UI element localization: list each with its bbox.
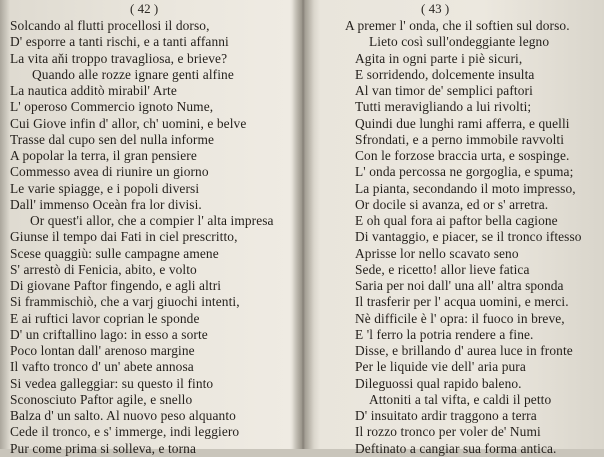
text-line: Saria per noi dall' una all' altra sponda <box>355 278 564 293</box>
text-line: Poco lontan dall' arenoso margine <box>10 343 195 358</box>
text-line: A popolar la terra, il gran pensiere <box>10 148 197 163</box>
text-line: Disse, e brillando d' aurea luce in fronte <box>355 343 573 358</box>
text-line: La nautica additò mirabil' Arte <box>10 83 177 98</box>
text-line: Di giovane Paftor fingendo, e agli altri <box>10 278 222 293</box>
text-line: Di vantaggio, e piacer, se il tronco iftesso <box>355 229 582 245</box>
text-line: La vita aňi troppo travagliosa, e brieve? <box>10 50 228 66</box>
right-page <box>303 0 604 456</box>
text-line: Lieto così sull'ondeggiante legno <box>369 34 550 50</box>
text-line: L' onda percossa ne gorgoglia, e spuma; <box>355 164 574 180</box>
text-line: Sfrondati, e a perno immobile ravvolti <box>355 131 565 147</box>
text-line: Si frammischiò, che a varj giuochi intenti, <box>10 294 240 310</box>
text-line: D' un criftallino lago: in esso a sorte <box>10 326 208 342</box>
text-line: Or quest'i allor, che a compier l' alta impresa <box>30 213 274 228</box>
text-line: Scese quaggiù: sulle campagne amene <box>10 245 219 261</box>
text-line: Per le liquide vie dell' aria pura <box>355 359 526 375</box>
text-line: Pur come prima si solleva, e torna <box>10 440 196 456</box>
text-line: Or docile si avanza, ed or s' arretra. <box>355 196 549 212</box>
text-line: Deftinato a cangiar sua forma antica. <box>355 440 557 456</box>
text-line: Commesso avea di riunire un giorno <box>10 164 209 180</box>
text-line: La pianta, secondando il moto impresso, <box>355 180 576 196</box>
text-line: D' esporre a tanti rischi, e a tanti affanni <box>10 34 229 50</box>
text-line: Agita in ogni parte i piè sicuri, <box>355 50 523 66</box>
text-line: Aprisse lor nello scavato seno <box>355 245 519 261</box>
text-line: Nè difficile è l' opra: il fuoco in breve, <box>355 310 565 326</box>
text-line: Quindi due lunghi rami afferra, e quelli <box>355 115 570 131</box>
text-line: Con le forzose braccia urta, e sospinge. <box>355 148 570 163</box>
text-line: D' insuitato ardir traggono a terra <box>355 408 537 423</box>
text-line: Si vedea galleggiar: su questo il finto <box>10 375 214 391</box>
text-line: E 'l ferro la potria rendere a fine. <box>355 326 534 342</box>
text-line: Il vafto tronco d' un' abete annosa <box>10 359 194 375</box>
text-line: S' arrestò di Fenicia, abito, e volto <box>10 261 197 277</box>
text-line: Al van timor de' semplici paftori <box>355 83 533 98</box>
page-number-left: ( 42 ) <box>130 1 159 16</box>
text-line: E sorridendo, dolcemente insulta <box>355 66 535 82</box>
left-page <box>0 0 300 456</box>
text-line: E oh qual fora ai paftor bella cagione <box>355 213 558 228</box>
text-line: Solcando al flutti procellosi il dorso, <box>10 18 210 33</box>
text-line: A premer l' onda, che il softien sul dorso. <box>345 18 570 33</box>
text-line: Trasse dal cupo sen del nulla informe <box>10 131 215 147</box>
text-line: Attoniti a tal vifta, e caldi il petto <box>369 391 552 407</box>
text-line: Cede il tronco, e s' immerge, indi leggiero <box>10 424 240 440</box>
text-line: Dileguossi qual rapido baleno. <box>355 375 522 391</box>
text-line: Il trasferir per l' acqua uomini, e merci. <box>355 294 569 310</box>
text-line: E ai ruftici lavor coprian le sponde <box>10 310 200 326</box>
text-line: Dall' immenso Oceàn fra lor divisi. <box>10 196 202 212</box>
text-line: Balza d' un salto. Al nuovo peso alquanto <box>10 408 236 423</box>
text-line: Giunse il tempo dai Fati in ciel prescritto, <box>10 229 238 245</box>
text-line: Sede, e ricetto! allor lieve fatica <box>355 261 530 277</box>
text-line: Cui Giove infin d' allor, ch' uomini, e belve <box>10 115 247 131</box>
text-line: Il rozzo tronco per voler de' Numi <box>355 424 541 440</box>
page-number-right: ( 43 ) <box>421 1 450 16</box>
text-line: Le varie spiagge, e i popoli diversi <box>10 180 200 196</box>
text-line: Tutti meravigliando a lui rivolti; <box>355 99 532 115</box>
text-line: Quando alle rozze ignare genti alfine <box>32 66 234 82</box>
text-line: Sconosciuto Paftor agile, e snello <box>10 391 193 407</box>
text-line: L' operoso Commercio ignoto Nume, <box>10 99 214 115</box>
